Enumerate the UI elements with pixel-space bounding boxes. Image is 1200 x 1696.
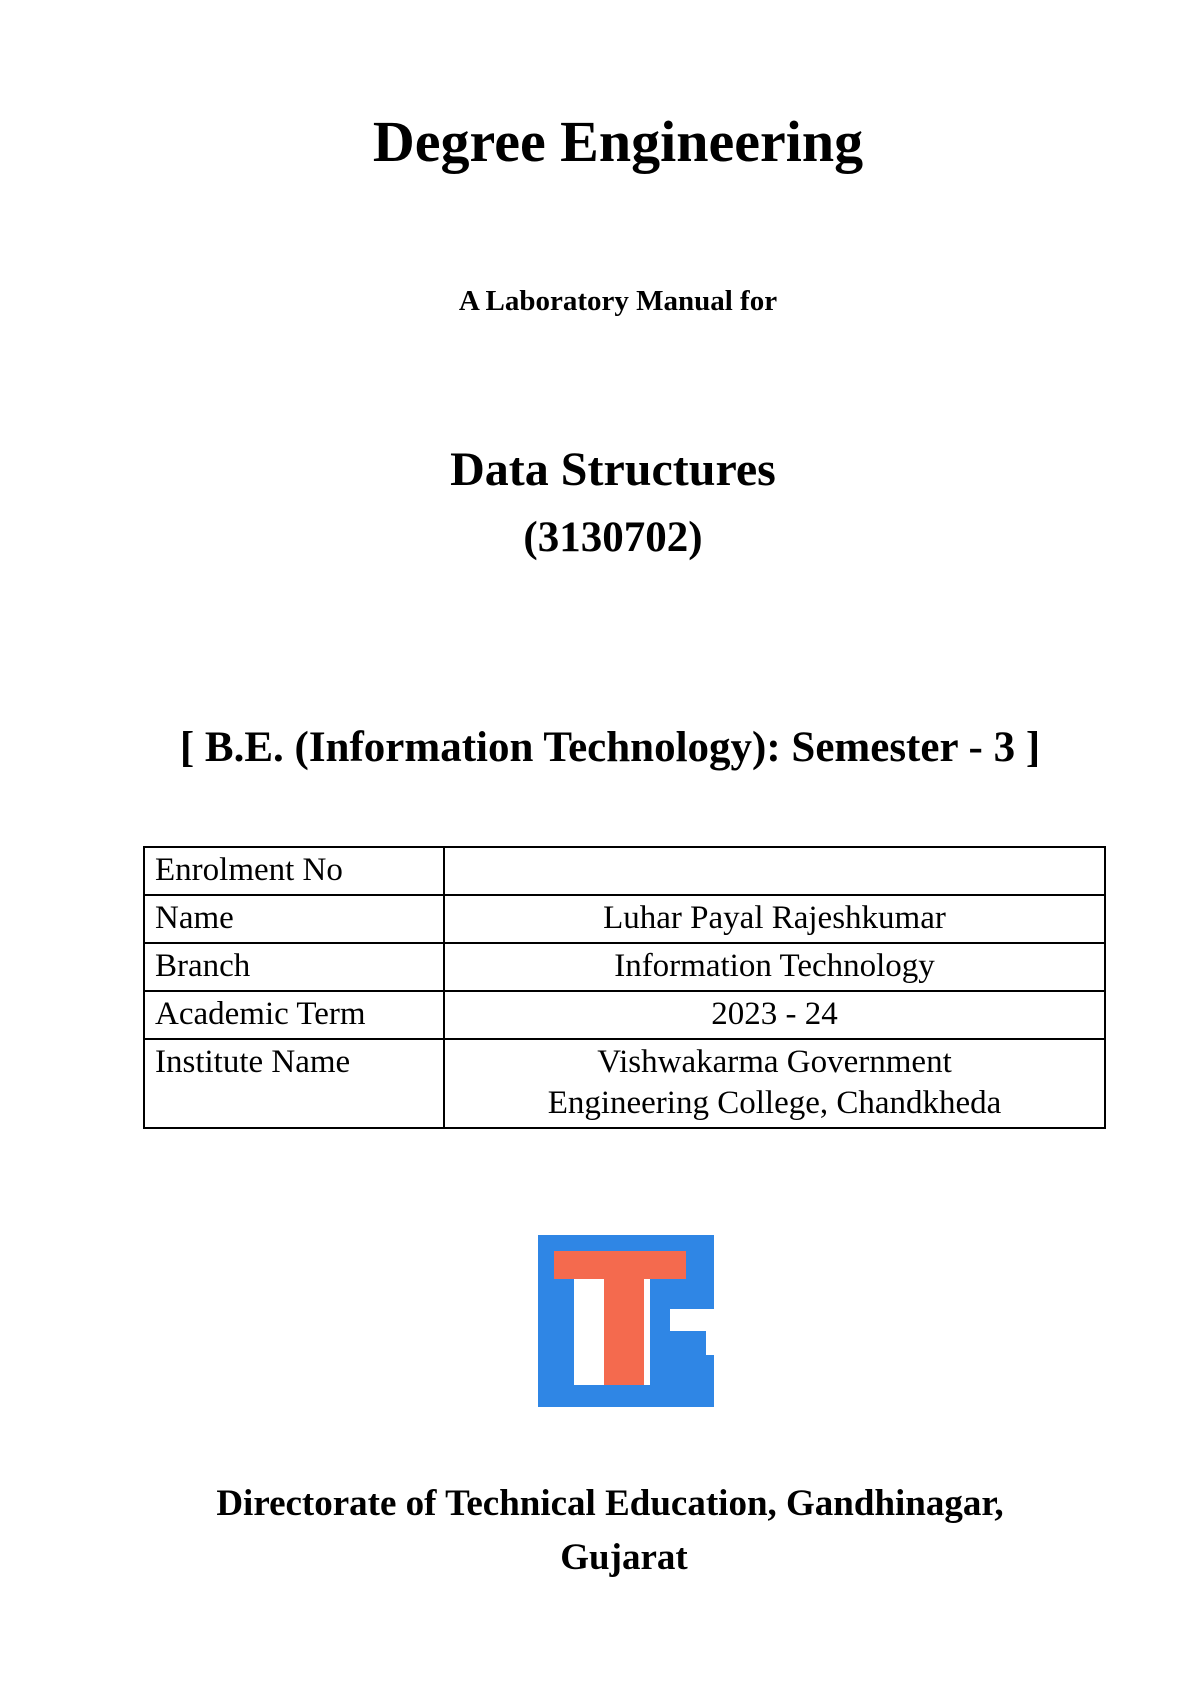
branch-value: Information Technology bbox=[444, 943, 1105, 991]
name-label: Name bbox=[144, 895, 444, 943]
program-semester: [ B.E. (Information Technology): Semester - 3 ] bbox=[179, 724, 1041, 771]
subject-code: (3130702) bbox=[523, 514, 703, 561]
document-heading: Degree Engineering bbox=[372, 109, 864, 174]
table-row bbox=[144, 1039, 1105, 1128]
enrolment-value bbox=[444, 847, 1105, 895]
footer-line-2: Gujarat bbox=[560, 1537, 688, 1578]
document-subheading: A Laboratory Manual for bbox=[458, 285, 778, 317]
institute-name-line-1: Vishwakarma Government bbox=[597, 1044, 952, 1080]
institute-name-value bbox=[444, 1039, 1105, 1128]
institute-name-line-2: Engineering College, Chandkheda bbox=[547, 1085, 1002, 1121]
enrolment-label: Enrolment No bbox=[144, 847, 444, 895]
table-row bbox=[144, 943, 1105, 991]
logo-right-top-stub bbox=[686, 1235, 714, 1279]
academic-term-value: 2023 - 24 bbox=[444, 991, 1105, 1039]
name-value: Luhar Payal Rajeshkumar bbox=[444, 895, 1105, 943]
logo-gap-e-upper bbox=[670, 1309, 714, 1331]
logo-t-crossbar bbox=[554, 1251, 686, 1279]
subject-title: Data Structures bbox=[450, 443, 776, 496]
academic-term-label: Academic Term bbox=[144, 991, 444, 1039]
dte-logo-icon bbox=[538, 1235, 714, 1407]
table-row bbox=[144, 991, 1105, 1039]
logo-bottom-bar bbox=[538, 1385, 714, 1407]
institute-name-label: Institute Name bbox=[144, 1039, 444, 1128]
table-row bbox=[144, 847, 1105, 895]
logo-t-stem bbox=[604, 1279, 644, 1385]
branch-label: Branch bbox=[144, 943, 444, 991]
logo-e-spine bbox=[650, 1279, 670, 1385]
table-row bbox=[144, 895, 1105, 943]
student-details-table bbox=[143, 846, 1106, 1129]
footer-line-1: Directorate of Technical Education, Gandhinagar, bbox=[216, 1483, 1004, 1524]
logo-gap-left bbox=[574, 1279, 604, 1385]
